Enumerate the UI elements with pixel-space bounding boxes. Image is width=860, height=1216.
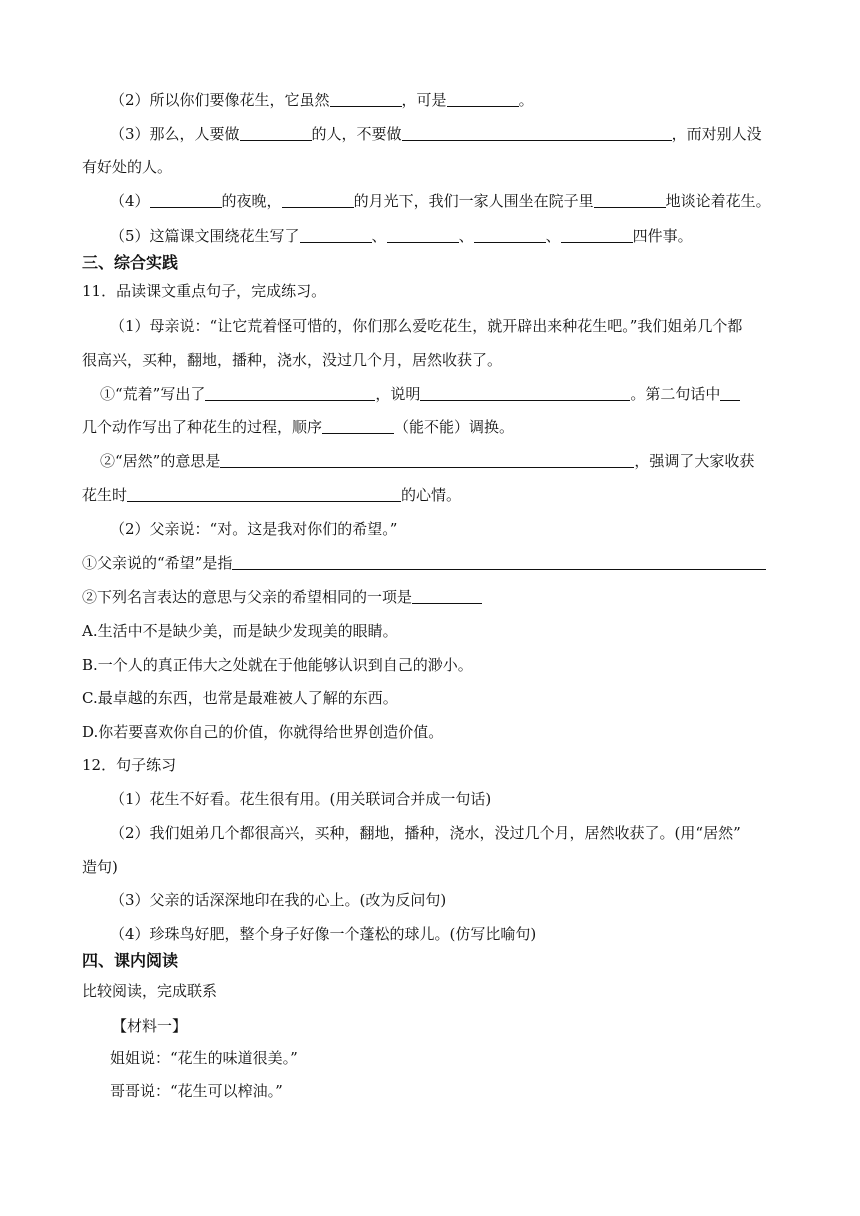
blank[interactable] (322, 418, 394, 434)
q11-1-1-line: ①“荒着”写出了 ，说明 。第二句话中 (100, 384, 740, 404)
blank[interactable] (561, 227, 633, 243)
q11-2-1-line: ①父亲说的“希望”是指 (82, 553, 766, 573)
section-heading: 三、综合实践 (82, 253, 179, 272)
q11-1-2-cont: 花生时 的心情。 (82, 486, 462, 504)
q12-2-cont: 造句) (82, 858, 118, 876)
q10-5-line: （5）这篇课文围绕花生写了 、 、 、 四件事。 (110, 227, 693, 245)
q12-1: （1）花生不好看。花生很有用。(用关联词合并成一句话) (110, 790, 492, 808)
question-11: 11．品读课文重点句子，完成练习。 (82, 282, 327, 300)
blank[interactable] (402, 125, 672, 141)
material-line: 姐姐说：“花生的味道很美。” (110, 1049, 298, 1067)
q10-2-line: （2）所以你们要像花生，它虽然 ，可是 。 (110, 91, 534, 109)
section-heading: 四、课内阅读 (82, 951, 179, 970)
blank[interactable] (220, 452, 634, 468)
q10-3-line: （3）那么，人要做 的人，不要做 ，而对别人没 (110, 125, 762, 143)
q12-3: （3）父亲的话深深地印在我的心上。(改为反问句) (110, 891, 447, 909)
blank[interactable] (282, 192, 354, 208)
blank[interactable] (474, 227, 546, 243)
q12-2: （2）我们姐弟几个都很高兴，买种，翻地，播种，浇水，没过几个月，居然收获了。(用“居然” (110, 824, 741, 842)
q11-2-2-line: ②下列名言表达的意思与父亲的希望相同的一项是 (82, 587, 482, 607)
q11-2-text: （2）父亲说：“对。这是我对你们的希望。” (110, 520, 398, 538)
blank[interactable] (300, 227, 372, 243)
blank[interactable] (205, 385, 375, 401)
q11-1-text: （1）母亲说：“让它荒着怪可惜的，你们那么爱吃花生，就开辟出来种花生吧。”我们姐弟几个都 (110, 317, 743, 335)
q12-4: （4）珍珠鸟好肥，整个身子好像一个蓬松的球儿。(仿写比喻句) (110, 925, 537, 943)
option-c: C.最卓越的东西，也常是最难被人了解的东西。 (82, 689, 398, 707)
blank[interactable] (420, 385, 630, 401)
option-b: B.一个人的真正伟大之处就在于他能够认识到自己的渺小。 (82, 656, 473, 674)
q10-4-line: （4） 的夜晚， 的月光下，我们一家人围坐在院子里 地谈论着花生。 (110, 192, 771, 210)
option-a: A.生活中不是缺少美，而是缺少发现美的眼睛。 (82, 622, 398, 640)
option-d: D.你若要喜欢你自己的价值，你就得给世界创造价值。 (82, 723, 444, 741)
blank[interactable] (447, 91, 519, 107)
blank[interactable] (232, 554, 766, 570)
question-12: 12．句子练习 (82, 756, 177, 774)
blank[interactable] (330, 91, 402, 107)
material-line: 哥哥说：“花生可以榨油。” (110, 1082, 283, 1100)
reading-intro: 比较阅读，完成联系 (82, 982, 218, 1000)
blank[interactable] (150, 192, 222, 208)
blank[interactable] (412, 588, 482, 604)
q11-1-text-cont: 很高兴，买种，翻地，播种，浇水，没过几个月，居然收获了。 (82, 351, 503, 369)
blank[interactable] (594, 192, 666, 208)
blank[interactable] (127, 486, 401, 502)
q11-1-1-cont: 几个动作写出了种花生的过程，顺序 （能不能）调换。 (82, 418, 515, 436)
blank[interactable] (387, 227, 459, 243)
material-label: 【材料一】 (112, 1017, 188, 1035)
blank[interactable] (240, 125, 312, 141)
blank[interactable] (720, 385, 740, 401)
q11-1-2-line: ②“居然”的意思是 ，强调了大家收获 (100, 452, 755, 470)
q10-3-cont: 有好处的人。 (82, 158, 173, 176)
